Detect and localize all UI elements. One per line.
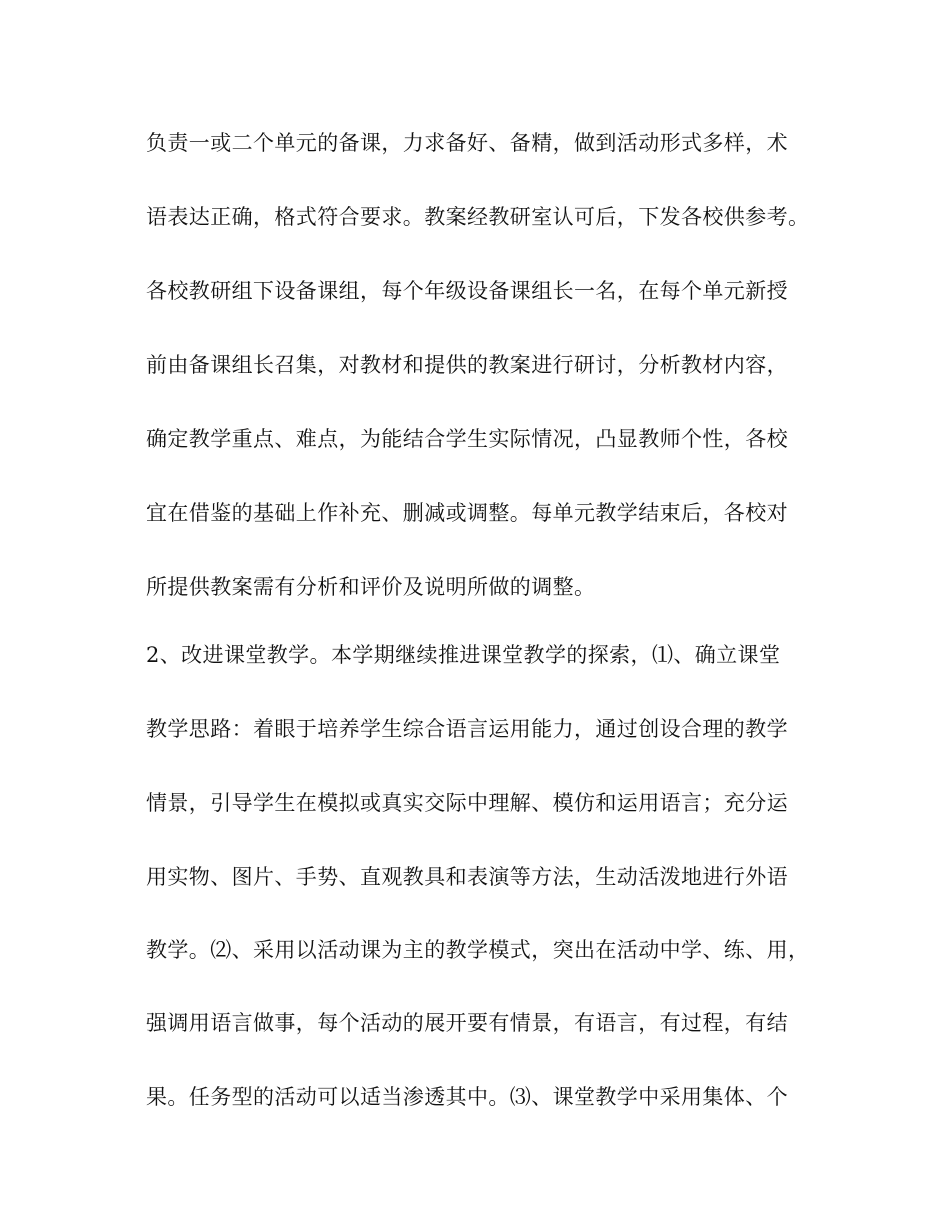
text-line: 负责一或二个单元的备课，力求备好、备精，做到活动形式多样，术 bbox=[146, 131, 788, 155]
text-line: 2、改进课堂教学。本学期继续推进课堂教学的探索，⑴、确立课堂 bbox=[146, 643, 781, 667]
text-line: 情景，引导学生在模拟或真实交际中理解、模仿和运用语言；充分运 bbox=[146, 791, 788, 815]
text-line: 所提供教案需有分析和评价及说明所做的调整。 bbox=[146, 575, 596, 599]
text-line: 前由备课组长召集，对教材和提供的教案进行研讨，分析教材内容， bbox=[146, 353, 788, 377]
text-line: 宜在借鉴的基础上作补充、删减或调整。每单元教学结束后，各校对 bbox=[146, 501, 788, 525]
text-line: 确定教学重点、难点，为能结合学生实际情况，凸显教师个性，各校 bbox=[146, 427, 788, 451]
text-line: 教学。⑵、采用以活动课为主的教学模式，突出在活动中学、练、用， bbox=[146, 938, 810, 962]
text-line: 教学思路：着眼于培养学生综合语言运用能力，通过创设合理的教学 bbox=[146, 717, 788, 741]
text-line: 语表达正确，格式符合要求。教案经教研室认可后，下发各校供参考。 bbox=[146, 205, 810, 229]
text-line: 强调用语言做事，每个活动的展开要有情景，有语言，有过程，有结 bbox=[146, 1011, 788, 1035]
text-line: 果。任务型的活动可以适当渗透其中。⑶、课堂教学中采用集体、个 bbox=[146, 1085, 788, 1109]
text-line: 用实物、图片、手势、直观教具和表演等方法，生动活泼地进行外语 bbox=[146, 865, 788, 889]
text-line: 各校教研组下设备课组，每个年级设备课组长一名，在每个单元新授 bbox=[146, 279, 788, 303]
